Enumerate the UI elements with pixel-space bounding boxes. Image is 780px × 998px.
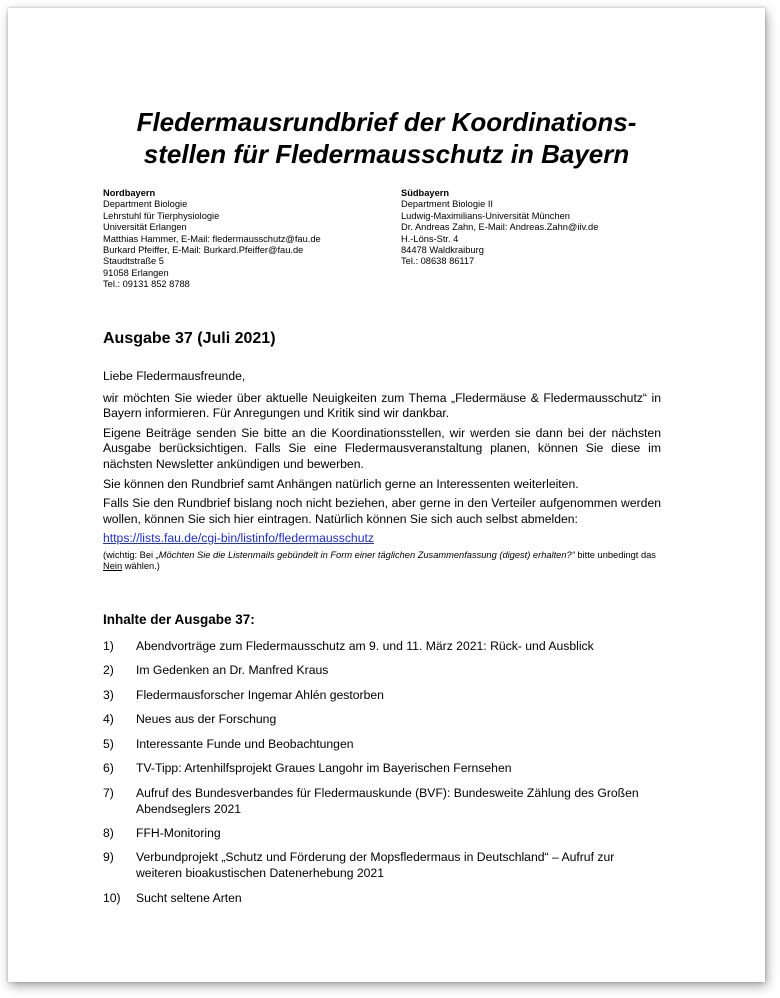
toc-item <box>103 712 663 728</box>
address-line: Lehrstuhl für Tierphysiologie <box>103 210 220 221</box>
toc-item <box>103 891 663 907</box>
toc-item <box>103 850 663 881</box>
toc-text: TV-Tipp: Artenhilfsprojekt Graues Langohr im Bayerischen Fernsehen <box>136 761 512 776</box>
note-text: (wichtig: Bei <box>103 549 156 560</box>
document-page <box>8 8 765 982</box>
toc-number: 8) <box>103 825 114 840</box>
toc-text: Interessante Funde und Beobachtungen <box>136 736 354 751</box>
address-line: H.-Löns-Str. 4 <box>401 233 459 244</box>
address-line: Staudtstraße 5 <box>103 256 164 267</box>
toc-item <box>103 639 663 655</box>
address-line: 84478 Waldkraiburg <box>401 245 484 256</box>
address-line: Dr. Andreas Zahn, E-Mail: Andreas.Zahn@iiv.de <box>401 222 599 233</box>
toc-number: 6) <box>103 761 114 776</box>
note-nein: Nein <box>103 560 123 571</box>
address-line: Department Biologie II <box>401 199 493 210</box>
toc-text: Sucht seltene Arten <box>136 890 242 905</box>
issue-heading: Ausgabe 37 (Juli 2021) <box>103 330 276 347</box>
title-line-1: Fledermausrundbrief der Koordinations- <box>136 107 637 137</box>
address-line: Ludwig-Maximilians-Universität München <box>401 210 570 221</box>
address-suedbayern <box>401 188 598 268</box>
toc-text: Im Gedenken an Dr. Manfred Kraus <box>136 663 329 678</box>
address-line: Universität Erlangen <box>103 222 187 233</box>
note-text: wählen.) <box>122 560 160 571</box>
toc-item <box>103 663 663 679</box>
address-line: Burkard Pfeiffer, E-Mail: Burkard.Pfeiffer@fau.de <box>103 245 304 256</box>
newsletter-title <box>8 106 765 170</box>
address-line: Tel.: 09131 852 8788 <box>103 279 190 290</box>
contents-heading: Inhalte der Ausgabe 37: <box>103 612 255 627</box>
mailing-list-link[interactable]: https://lists.fau.de/cgi-bin/listinfo/fledermausschutz <box>103 531 374 546</box>
intro-paragraph: wir möchten Sie wieder über aktuelle Neuigkeiten zum Thema „Fledermäuse & Fledermausschutz“ in Bayern informieren. Für Anregungen und Kritik sind wir dankbar. <box>103 390 661 421</box>
toc-number: 9) <box>103 850 114 865</box>
toc-number: 1) <box>103 639 114 653</box>
address-heading: Südbayern <box>401 188 450 198</box>
toc-number: 2) <box>103 663 114 678</box>
address-nordbayern <box>103 188 321 291</box>
toc-item <box>103 688 663 704</box>
toc-item <box>103 826 663 842</box>
toc-item <box>103 786 663 817</box>
intro-section <box>103 369 661 572</box>
address-heading: Nordbayern <box>103 188 156 198</box>
toc-text: FFH-Monitoring <box>136 825 221 840</box>
note-text: bitte unbedingt das <box>574 549 656 560</box>
address-line: Tel.: 08638 86117 <box>401 256 475 267</box>
address-line: Department Biologie <box>103 199 188 210</box>
toc-number: 4) <box>103 712 114 727</box>
address-line: 91058 Erlangen <box>103 267 169 278</box>
toc-text: Abendvorträge zum Fledermausschutz am 9. und 11. März 2021: Rück- und Ausblick <box>136 639 594 653</box>
intro-paragraph: Sie können den Rundbrief samt Anhängen natürlich gerne an Interessenten weiterleiten. <box>103 476 579 491</box>
toc-number: 3) <box>103 687 114 702</box>
table-of-contents <box>103 639 663 915</box>
toc-number: 10) <box>103 890 121 905</box>
toc-text: Aufruf des Bundesverbandes für Fledermauskunde (BVF): Bundesweite Zählung des Großen Abendseglers 2021 <box>136 785 639 816</box>
intro-paragraph: Eigene Beiträge senden Sie bitte an die Koordinationsstellen, wir werden sie dann bei der nächsten Ausgabe berücksichtigen. Falls Sie eine Fledermausveranstaltung planen, können Sie diese im nächsten Newsletter ankündigen und bewerben. <box>103 425 661 471</box>
note-quote: „Möchten Sie die Listenmails gebündelt in Form einer täglichen Zusammenfassung (digest) erhalten?“ <box>155 549 575 560</box>
digest-note <box>103 550 661 572</box>
address-line: Matthias Hammer, E-Mail: fledermausschutz@fau.de <box>103 233 321 244</box>
intro-paragraph: Falls Sie den Rundbrief bislang noch nicht beziehen, aber gerne in den Verteiler aufgenommen werden wollen, können Sie sich hier eintragen. Natürlich können Sie sich auch selbst abmelden: <box>103 496 661 526</box>
toc-number: 7) <box>103 785 114 800</box>
title-line-2: stellen für Fledermausschutz in Bayern <box>143 139 630 169</box>
toc-text: Fledermausforscher Ingemar Ahlén gestorben <box>136 687 384 702</box>
toc-text: Neues aus der Forschung <box>136 712 277 727</box>
toc-item <box>103 737 663 753</box>
greeting: Liebe Fledermausfreunde, <box>103 369 246 383</box>
toc-number: 5) <box>103 736 114 751</box>
toc-item <box>103 761 663 777</box>
toc-text: Verbundprojekt „Schutz und Förderung der Mopsfledermaus in Deutschland“ – Aufruf zur weiteren bioakustischen Datenerhebung 2021 <box>136 850 615 881</box>
